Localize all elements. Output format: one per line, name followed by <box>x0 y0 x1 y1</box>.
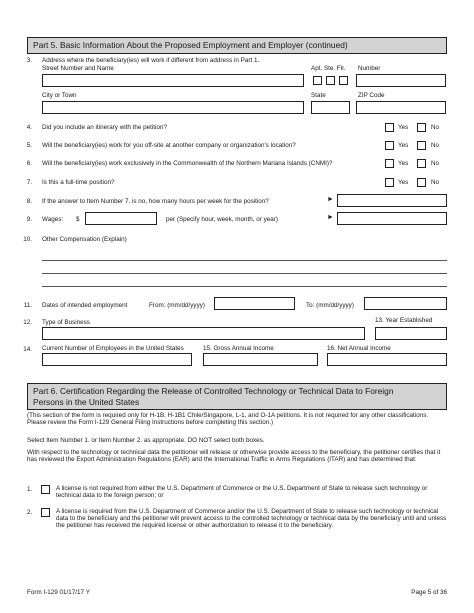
q10-label: Other Compensation (Explain) <box>42 236 127 243</box>
wages-per-label: per (Specify hour, week, month, or year) <box>166 216 278 223</box>
from-date-label: From: (mm/dd/yyyy) <box>149 302 205 309</box>
q16-label-group: 16. Net Annual Income <box>327 345 391 352</box>
city-label: City or Town <box>42 92 77 99</box>
q7-label: Is this a full-time position? <box>42 179 115 186</box>
employees-input[interactable] <box>42 353 192 366</box>
q4-number: 4. <box>26 124 32 131</box>
q5-no-label: No <box>431 142 440 149</box>
compensation-line-2[interactable] <box>42 273 447 274</box>
state-select[interactable] <box>311 101 350 114</box>
q9-label: Wages: <box>42 216 64 223</box>
street-label: Street Number and Name <box>42 65 114 72</box>
q7-no-checkbox[interactable] <box>417 178 426 187</box>
q12-number: 12. <box>23 319 32 326</box>
zip-label: ZIP Code <box>358 92 385 99</box>
part6-certification-text: With respect to the technology or technical data the petitioner will release or otherwise provide access to the beneficiary, the petitioner certifies that it has reviewed the Export Administration Regulations (EAR) and the International Traffic in Arms Regulations (ITAR) and has determined that: <box>27 449 441 464</box>
q7-number: 7. <box>26 179 32 186</box>
q15-label-group: 15. Gross Annual Income <box>203 345 274 352</box>
dollar-sign: $ <box>76 216 80 223</box>
item2-text: A license is required from the U.S. Department of Commerce and/or the U.S. Department of State to release such technology or technical data to the beneficiary and the petitioner will prevent access to the controlled technology or technical data by the beneficiary until and unless the petitioner has received the required license or other authorization to release it to the beneficiary. <box>56 508 447 530</box>
q6-no-checkbox[interactable] <box>417 159 426 168</box>
q7-yes-checkbox[interactable] <box>385 178 394 187</box>
net-income-input[interactable] <box>327 353 447 366</box>
gross-income-input[interactable] <box>203 353 318 366</box>
apt-ste-flr-label: Apt. Ste. Flr. <box>311 65 346 72</box>
apt-number-input[interactable] <box>356 74 446 87</box>
q6-number: 6. <box>26 160 32 167</box>
from-date-input[interactable] <box>214 297 295 310</box>
item1-number: 1. <box>27 486 33 493</box>
q5-label: Will the beneficiary(ies) work for you off-site at another company or organization's location? <box>42 142 296 149</box>
q5-no-checkbox[interactable] <box>417 141 426 150</box>
q9-arrow-icon: ► <box>327 214 334 221</box>
q13-label-group: 13. Year Established <box>375 317 433 324</box>
part6-intro: (This section of the form is required only for H-1B, H-1B1 Chile/Singapore, L-1, and O-1A petitions. It is not required for any other classifications. Please review the Form I-129 General Filing Instructions before completing this section.) <box>27 412 429 427</box>
city-input[interactable] <box>42 101 304 114</box>
part6-select-instruction: Select Item Number 1. or Item Number 2. as appropriate. DO NOT select both boxes. <box>27 437 265 444</box>
q5-yes-label: Yes <box>398 142 409 149</box>
street-input[interactable] <box>42 74 304 87</box>
hours-per-week-input[interactable] <box>337 194 447 207</box>
ste-checkbox[interactable] <box>326 76 335 85</box>
q8-arrow-icon: ► <box>327 196 334 203</box>
year-established-input[interactable] <box>375 327 447 340</box>
wages-input[interactable] <box>85 212 157 225</box>
footer-form-id: Form I-129 01/17/17 Y <box>27 589 90 596</box>
q6-label: Will the beneficiary(ies) work exclusively in the Commonwealth of the Northern Mariana Islands (CNMI)? <box>42 160 333 167</box>
q14-label: Current Number of Employees in the United States <box>42 345 184 352</box>
q4-yes-checkbox[interactable] <box>385 123 394 132</box>
q11-number: 11. <box>23 302 32 309</box>
compensation-line-1[interactable] <box>42 260 447 261</box>
q8-number: 8. <box>26 198 32 205</box>
q4-label: Did you include an itinerary with the petition? <box>42 124 167 131</box>
q10-number: 10. <box>23 236 32 243</box>
q4-no-checkbox[interactable] <box>417 123 426 132</box>
q9-number: 9. <box>26 216 32 223</box>
q6-yes-label: Yes <box>398 160 409 167</box>
q5-number: 5. <box>26 142 32 149</box>
part6-header: Part 6. Certification Regarding the Release of Controlled Technology or Technical Data to Foreign Persons in the United States <box>27 383 447 410</box>
part5-header: Part 5. Basic Information About the Proposed Employment and Employer (continued) <box>27 37 447 54</box>
q4-yes-label: Yes <box>398 124 409 131</box>
item2-number: 2. <box>27 509 33 516</box>
item1-checkbox[interactable] <box>41 485 50 494</box>
q12-label: Type of Business <box>42 319 90 326</box>
to-date-input[interactable] <box>364 297 447 310</box>
q7-no-label: No <box>431 179 440 186</box>
q4-no-label: No <box>431 124 440 131</box>
type-of-business-input[interactable] <box>42 327 365 340</box>
item2-checkbox[interactable] <box>41 508 50 517</box>
q11-label: Dates of intended employment <box>42 302 128 309</box>
q6-no-label: No <box>431 160 440 167</box>
zip-input[interactable] <box>356 101 446 114</box>
apt-checkbox[interactable] <box>313 76 322 85</box>
state-label: State <box>311 92 326 99</box>
q3-number: 3. <box>26 57 32 64</box>
item1-text: A license is not required from either the U.S. Department of Commerce or the U.S. Department of State to release such technology or technical data to the foreign person; or <box>56 485 428 500</box>
q14-number: 14. <box>23 346 32 353</box>
flr-checkbox[interactable] <box>339 76 348 85</box>
to-date-label: To: (mm/dd/yyyy) <box>306 302 354 309</box>
number-label: Number <box>358 65 381 72</box>
q7-yes-label: Yes <box>398 179 409 186</box>
compensation-line-3[interactable] <box>42 286 447 287</box>
q3-label: Address where the beneficiary(ies) will work if different from address in Part 1. <box>42 57 260 64</box>
footer-page-number: Page 5 of 36 <box>411 589 447 596</box>
wages-per-input[interactable] <box>337 212 447 225</box>
q8-label: If the answer to Item Number 7. is no, how many hours per week for the position? <box>42 198 269 205</box>
q6-yes-checkbox[interactable] <box>385 159 394 168</box>
q5-yes-checkbox[interactable] <box>385 141 394 150</box>
